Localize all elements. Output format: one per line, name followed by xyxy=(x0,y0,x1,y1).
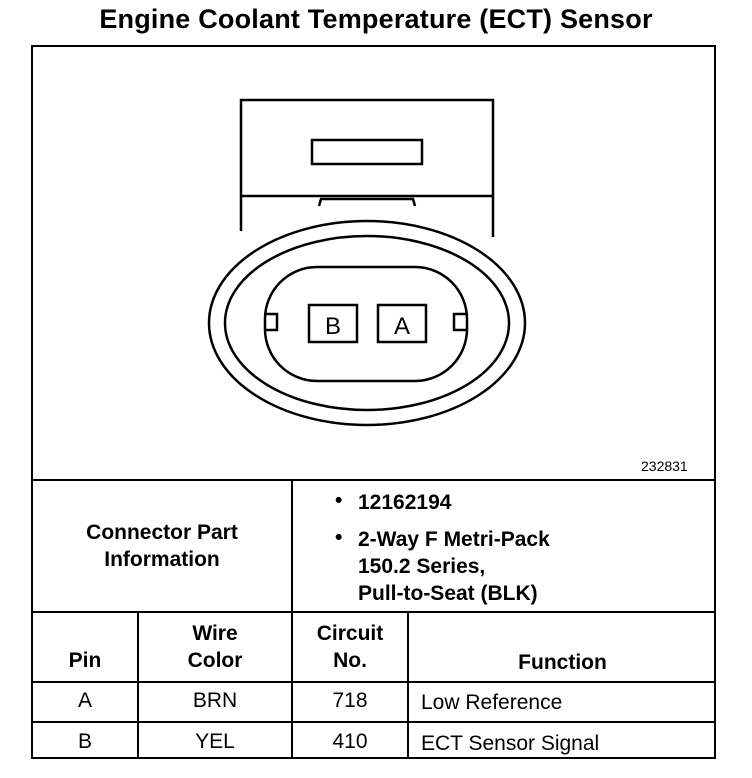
cavity-key-left xyxy=(265,314,277,330)
header-wire-color: Wire Color xyxy=(187,622,243,672)
connector-outer-shell xyxy=(209,221,525,425)
row-a-wire-color: BRN xyxy=(192,689,238,712)
connector-part-info-label: Connector Part Information xyxy=(86,521,238,571)
table-header-divider xyxy=(31,611,716,613)
part-number: 12162194 xyxy=(358,491,452,514)
header-circuit: Circuit No. xyxy=(316,622,384,672)
header-function: Function xyxy=(518,651,607,674)
table-row-divider xyxy=(31,721,716,723)
bullet: • xyxy=(335,526,343,549)
cavity-key-right xyxy=(454,314,467,330)
pin-b-label: B xyxy=(324,313,342,340)
connector-lock-housing xyxy=(241,100,493,237)
row-b-function: ECT Sensor Signal xyxy=(421,732,600,755)
connector-series: 150.2 Series, xyxy=(358,555,486,578)
row-b-circuit: 410 xyxy=(332,730,368,753)
figure-number: 232831 xyxy=(641,458,688,474)
page-title: Engine Coolant Temperature (ECT) Sensor xyxy=(99,4,653,34)
pin-a-label: A xyxy=(393,313,411,340)
row-b-pin: B xyxy=(77,730,92,753)
row-a-function: Low Reference xyxy=(421,691,563,714)
bullet: • xyxy=(335,489,343,512)
connector-lock-window xyxy=(312,140,422,164)
connector-latch-tab xyxy=(319,199,415,206)
row-a-pin: A xyxy=(77,689,92,712)
table-top-border xyxy=(31,479,716,481)
row-a-circuit: 718 xyxy=(332,689,368,712)
table-divider-info xyxy=(291,479,293,759)
table-header-bottom xyxy=(31,681,716,683)
connector-cavity xyxy=(265,267,467,381)
connector-style: Pull-to-Seat (BLK) xyxy=(358,582,538,605)
header-pin: Pin xyxy=(68,649,102,672)
connector-type: 2-Way F Metri-Pack xyxy=(358,528,550,551)
row-b-wire-color: YEL xyxy=(195,730,235,753)
table-divider-circuit xyxy=(407,611,409,759)
